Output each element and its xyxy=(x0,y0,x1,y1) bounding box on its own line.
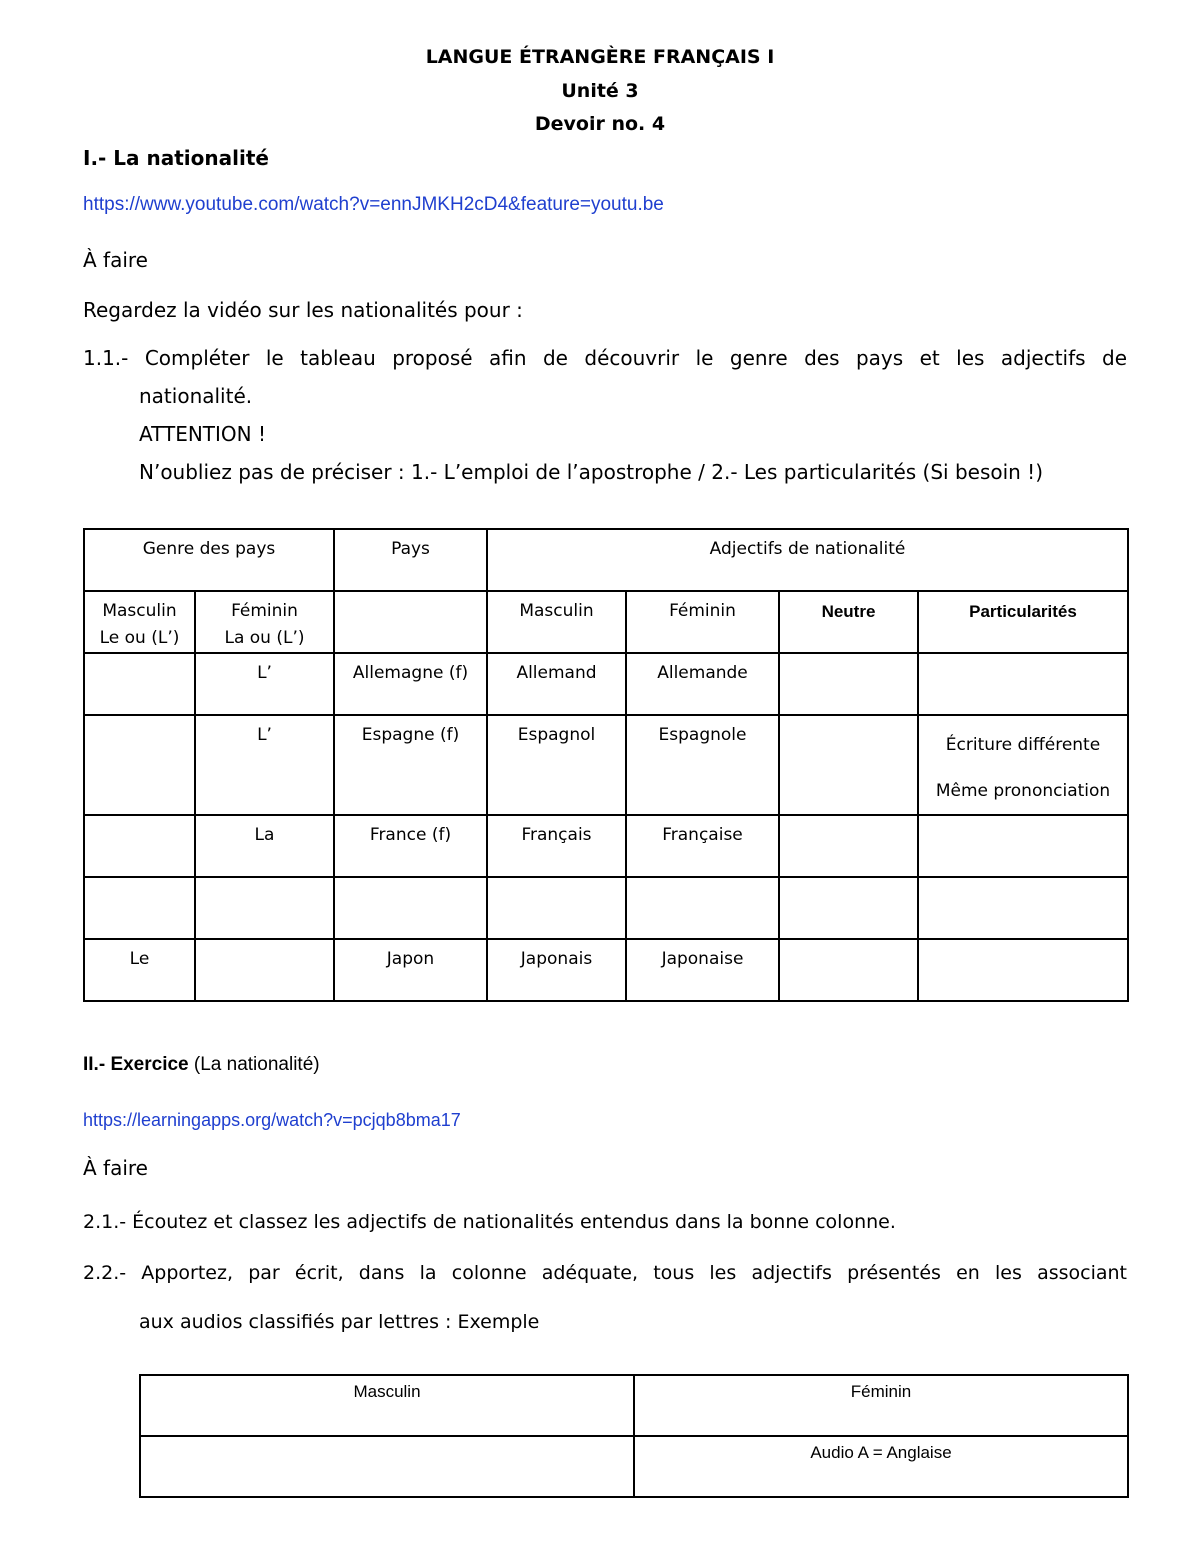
instruction-1-1: 1.1.- Compléter le tableau proposé afin de découvrir le genre des pays et les adjectifs de xyxy=(83,346,1127,370)
cell-masc-article[interactable]: Le xyxy=(84,939,195,1001)
cell-adj-fem[interactable] xyxy=(626,877,779,939)
cell-neutre[interactable] xyxy=(779,653,918,715)
audio-classification-table xyxy=(139,1374,1129,1498)
subheader-masculin-article xyxy=(84,591,195,653)
subheader-text: Masculin xyxy=(102,601,177,621)
section1-afaire: À faire xyxy=(83,248,148,272)
subheader-neutre: Neutre xyxy=(779,591,918,653)
section2-afaire: À faire xyxy=(83,1156,148,1180)
cell-masc-article[interactable] xyxy=(84,715,195,815)
cell-neutre[interactable] xyxy=(779,939,918,1001)
table-row xyxy=(84,877,1128,939)
table-header-row xyxy=(140,1375,1128,1436)
header-pays: Pays xyxy=(334,529,487,591)
particularite-text: Même prononciation xyxy=(935,781,1111,801)
subheader-adj-masculin: Masculin xyxy=(487,591,626,653)
cell-pays[interactable] xyxy=(334,877,487,939)
cell-adj-masc[interactable] xyxy=(487,877,626,939)
section2-heading xyxy=(83,1054,320,1076)
cell-masc-article[interactable] xyxy=(84,653,195,715)
header-masculin: Masculin xyxy=(140,1375,634,1436)
attention-label: ATTENTION ! xyxy=(139,422,267,446)
cell-pays[interactable]: France (f) xyxy=(334,815,487,877)
table-row xyxy=(84,939,1128,1001)
subheader-text: Le ou (L’) xyxy=(99,628,180,648)
cell-masculin[interactable] xyxy=(140,1436,634,1497)
table-row xyxy=(84,815,1128,877)
particularite-text: Écriture différente xyxy=(945,735,1101,755)
cell-adj-masc[interactable]: Français xyxy=(487,815,626,877)
table-subheader-row xyxy=(84,591,1128,653)
instruction-2-2-cont: aux audios classifiés par lettres : Exemple xyxy=(139,1311,540,1333)
cell-adj-fem[interactable]: Française xyxy=(626,815,779,877)
section2-heading-bold: II.- Exercice xyxy=(83,1054,189,1075)
cell-masc-article[interactable] xyxy=(84,877,195,939)
nationality-table xyxy=(83,528,1129,1002)
cell-pays[interactable]: Japon xyxy=(334,939,487,1001)
section1-intro: Regardez la vidéo sur les nationalités pour : xyxy=(83,298,523,322)
cell-fem-article[interactable]: L’ xyxy=(195,715,334,815)
cell-adj-fem[interactable]: Japonaise xyxy=(626,939,779,1001)
instruction-1-1-cont: nationalité. xyxy=(139,384,253,408)
instruction-2-1: 2.1.- Écoutez et classez les adjectifs de nationalités entendus dans la bonne colonne. xyxy=(83,1211,896,1233)
cell-adj-fem[interactable]: Espagnole xyxy=(626,715,779,815)
cell-particularites[interactable] xyxy=(918,653,1128,715)
unit-label: Unité 3 xyxy=(561,80,639,102)
subheader-text: Féminin xyxy=(231,601,298,621)
assignment-label: Devoir no. 4 xyxy=(534,113,666,135)
cell-particularites[interactable] xyxy=(918,715,1128,815)
instruction-2-2: 2.2.- Apportez, par écrit, dans la colonne adéquate, tous les adjectifs présentés en les associant xyxy=(83,1262,1127,1284)
header-feminin: Féminin xyxy=(634,1375,1128,1436)
cell-adj-fem[interactable]: Allemande xyxy=(626,653,779,715)
table-row xyxy=(84,715,1128,815)
cell-feminin[interactable]: Audio A = Anglaise xyxy=(634,1436,1128,1497)
document-title: LANGUE ÉTRANGÈRE FRANÇAIS I xyxy=(425,46,775,68)
cell-fem-article[interactable] xyxy=(195,877,334,939)
cell-neutre[interactable] xyxy=(779,815,918,877)
subheader-particularites: Particularités xyxy=(918,591,1128,653)
cell-masc-article[interactable] xyxy=(84,815,195,877)
subheader-feminin-article xyxy=(195,591,334,653)
subheader-empty xyxy=(334,591,487,653)
cell-fem-article[interactable]: La xyxy=(195,815,334,877)
cell-neutre[interactable] xyxy=(779,715,918,815)
attention-note: N’oubliez pas de préciser : 1.- L’emploi de l’apostrophe / 2.- Les particularités (Si besoin !) xyxy=(139,460,1044,484)
cell-adj-masc[interactable]: Japonais xyxy=(487,939,626,1001)
table-header-row xyxy=(84,529,1128,591)
cell-pays[interactable]: Allemagne (f) xyxy=(334,653,487,715)
header-genre: Genre des pays xyxy=(84,529,334,591)
cell-neutre[interactable] xyxy=(779,877,918,939)
cell-particularites[interactable] xyxy=(918,815,1128,877)
cell-fem-article[interactable]: L’ xyxy=(195,653,334,715)
header-adjectifs: Adjectifs de nationalité xyxy=(487,529,1128,591)
youtube-link[interactable]: https://www.youtube.com/watch?v=ennJMKH2cD4&feature=youtu.be xyxy=(83,194,664,215)
table-row xyxy=(84,653,1128,715)
cell-particularites[interactable] xyxy=(918,939,1128,1001)
subheader-adj-feminin: Féminin xyxy=(626,591,779,653)
cell-adj-masc[interactable]: Allemand xyxy=(487,653,626,715)
cell-particularites[interactable] xyxy=(918,877,1128,939)
section1-heading: I.- La nationalité xyxy=(83,146,269,170)
cell-adj-masc[interactable]: Espagnol xyxy=(487,715,626,815)
subheader-text: La ou (L’) xyxy=(224,628,305,648)
learningapps-link[interactable]: https://learningapps.org/watch?v=pcjqb8bma17 xyxy=(83,1110,461,1130)
table-row xyxy=(140,1436,1128,1497)
section2-heading-rest: (La nationalité) xyxy=(188,1054,320,1075)
cell-pays[interactable]: Espagne (f) xyxy=(334,715,487,815)
cell-fem-article[interactable] xyxy=(195,939,334,1001)
